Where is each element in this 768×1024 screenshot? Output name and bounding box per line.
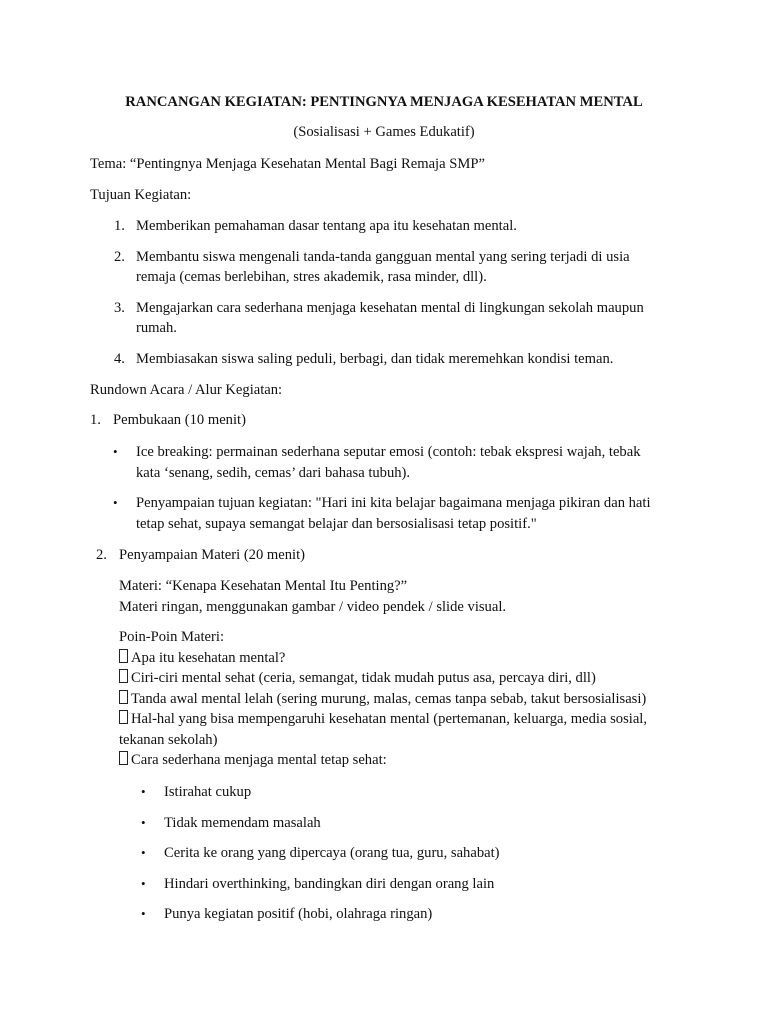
materi-block: [119, 576, 679, 617]
tujuan-list: [114, 216, 684, 369]
document-title: RANCANGAN KEGIATAN: PENTINGNYA MENJAGA KESEHATAN MENTAL: [125, 94, 643, 110]
list-item-text: Memberikan pemahaman dasar tentang apa itu kesehatan mental.: [136, 218, 517, 234]
list-number: 2.: [114, 248, 125, 265]
checkbox-glyph-icon: [119, 710, 128, 724]
checkbox-glyph-icon: [119, 690, 128, 704]
list-item: [114, 298, 684, 339]
list-item: • Tidak memendam masalah: [141, 813, 671, 834]
list-item-text-cont: rumah.: [136, 320, 177, 336]
list-item: [114, 349, 684, 370]
document-subtitle: (Sosialisasi + Games Edukatif): [293, 124, 475, 140]
bullet-text: • Penyampaian tujuan kegiatan: "Hari ini kita belajar bagaimana menjaga pikiran dan hati: [136, 495, 651, 511]
poin-block: [119, 627, 679, 771]
rundown-heading: Rundown Acara / Alur Kegiatan:: [90, 382, 283, 398]
materi-title: Materi: “Kenapa Kesehatan Mental Itu Penting?”: [119, 578, 408, 594]
list-item: [113, 493, 673, 534]
bullet-text-cont: kata ‘senang, sedih, cemas’ dari bahasa tubuh).: [136, 464, 411, 481]
poin-item: Tanda awal mental lelah (sering murung, malas, cemas tanpa sebab, takut bersosialisasi): [119, 689, 679, 710]
list-item: • Cerita ke orang yang dipercaya (orang tua, guru, sahabat): [141, 843, 671, 864]
list-number: 1.: [114, 218, 125, 234]
list-item: • Istirahat cukup: [141, 782, 671, 803]
section-1-number: 1.: [90, 412, 101, 428]
list-item-text: Membiasakan siswa saling peduli, berbagi, dan tidak meremehkan kondisi teman.: [136, 350, 614, 367]
list-item: [114, 247, 684, 288]
tujuan-heading: Tujuan Kegiatan:: [90, 187, 192, 203]
poin-item: Ciri-ciri mental sehat (ceria, semangat, tidak mudah putus asa, percaya diri, dll): [119, 668, 679, 689]
materi-note: Materi ringan, menggunakan gambar / video pendek / slide visual.: [119, 598, 507, 615]
section-1-label: Pembukaan (10 menit): [113, 412, 246, 428]
poin-item: Apa itu kesehatan mental?: [119, 648, 679, 669]
list-item-text-cont: remaja (cemas berlebihan, stres akademik, rasa minder, dll).: [136, 269, 487, 285]
section-1-bullets: [113, 442, 673, 534]
section-2-number: 2.: [96, 547, 107, 563]
poin-item: Cara sederhana menjaga mental tetap sehat:: [119, 750, 679, 771]
checkbox-glyph-icon: [119, 751, 128, 765]
checkbox-glyph-icon: [119, 669, 128, 683]
list-item: [113, 442, 673, 483]
list-number: 4.: [114, 350, 125, 367]
list-item: • Hindari overthinking, bandingkan diri dengan orang lain: [141, 874, 671, 895]
list-item: [114, 216, 684, 237]
list-item-text: Membantu siswa mengenali tanda-tanda gangguan mental yang sering terjadi di usia: [136, 248, 630, 265]
poin-heading: Poin-Poin Materi:: [119, 629, 224, 645]
list-number: 3.: [114, 299, 125, 316]
poin-item: Hal-hal yang bisa mempengaruhi kesehatan mental (pertemanan, keluarga, media sosial,: [119, 709, 679, 730]
tema-line: Tema: “Pentingnya Menjaga Kesehatan Mental Bagi Remaja SMP”: [90, 156, 485, 172]
checkbox-glyph-icon: [119, 649, 128, 663]
list-item: • Punya kegiatan positif (hobi, olahraga ringan): [141, 904, 671, 925]
list-item-text: Mengajarkan cara sederhana menjaga kesehatan mental di lingkungan sekolah maupun: [136, 299, 644, 316]
bullet-text: • Ice breaking: permainan sederhana seputar emosi (contoh: tebak ekspresi wajah, tebak: [136, 444, 641, 460]
tips-list: [141, 782, 671, 925]
bullet-text-cont: tetap sehat, supaya semangat belajar dan bersosialisasi tetap positif.": [136, 515, 537, 532]
poin-item-cont: tekanan sekolah): [119, 731, 218, 748]
section-2-label: Penyampaian Materi (20 menit): [119, 547, 306, 563]
